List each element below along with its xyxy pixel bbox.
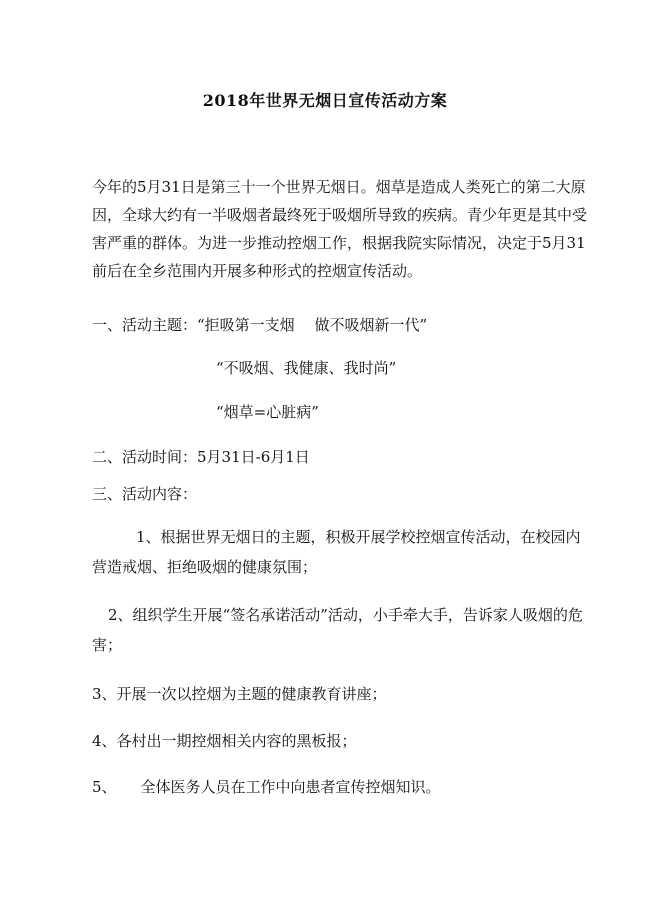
item-5-text: 全体医务人员在工作中向患者宣传控烟知识。 <box>140 778 441 796</box>
content-item-3: 3、开展一次以控烟为主题的健康教育讲座； <box>92 685 387 703</box>
content-item-5 <box>92 777 441 797</box>
content-item-2: 2、组织学生开展“签名承诺活动”活动，小手牵大手，告诉家人吸烟的危害； <box>92 606 583 654</box>
content-item-4: 4、各村出一期控烟相关内容的黑板报； <box>92 732 357 750</box>
theme-2: “不吸烟、我健康、我时尚” <box>216 359 397 377</box>
item-5-number: 5、 <box>92 778 117 796</box>
content-item-1: 1、根据世界无烟日的主题，积极开展学校控烟宣传活动，在校园内营造戒烟、拒绝吸烟的健康氛围； <box>92 528 581 576</box>
section-theme <box>92 315 427 335</box>
section-time <box>92 447 310 467</box>
document-title: 2018年世界无烟日宣传活动方案 <box>202 91 448 110</box>
intro-text: 今年的5月31日是第三十一个世界无烟日。烟草是造成人类死亡的第二大原因，全球大约有一半吸烟者最终死于吸烟所导致的疾病。青少年更是其中受害严重的群体。为进一步推动控烟工作，根据我院实际情况，决定于5月31前后在全乡范围内开展多种形式的控烟宣传活动。 <box>92 178 588 280</box>
time-label: 二、活动时间： <box>92 448 198 466</box>
section-content-label: 三、活动内容： <box>92 485 198 503</box>
time-value: 5月31日-6月1日 <box>197 448 310 466</box>
theme-3: “烟草=心脏病” <box>216 403 319 421</box>
theme-label: 一、活动主题： <box>92 316 198 334</box>
theme-1: “拒吸第一支烟 做不吸烟新一代” <box>197 316 428 334</box>
intro-paragraph <box>92 173 592 285</box>
